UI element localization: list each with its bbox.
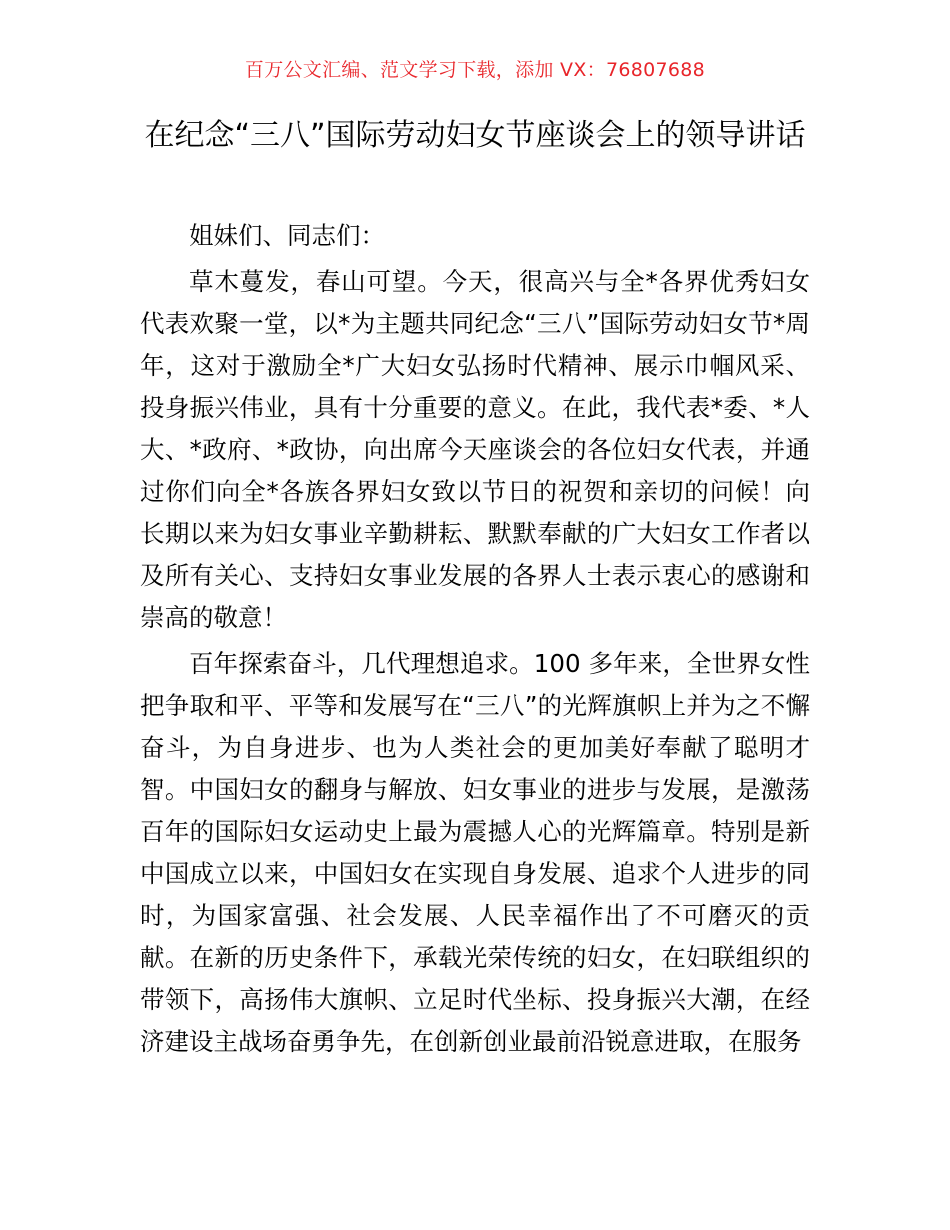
body-paragraph: 百年探索奋斗，几代理想追求。100 多年来，全世界女性把争取和平、平等和发展写在“三八”的光辉旗帜上并为之不懈奋斗，为自身进步、也为人类社会的更加美好奉献了聪明才智。中国妇女的翻身与解放、妇女事业的进步与发展，是激荡百年的国际妇女运动史上最为震撼人心的光辉篇章。特别是新中国成立以来，中国妇女在实现自身发展、追求个人进步的同时，为国家富强、社会发展、人民幸福作出了不可磨灭的贡献。在新的历史条件下，承载光荣传统的妇女，在妇联组织的带领下，高扬伟大旗帜、立足时代坐标、投身振兴大潮，在经济建设主战场奋勇争先，在创新创业最前沿锐意进取，在服务: [140, 649, 810, 1056]
header-watermark: 百万公文汇编、范文学习下载，添加 VX：76807688: [244, 59, 706, 81]
document-body: [140, 215, 810, 1063]
document-title: 在纪念“三八”国际劳动妇女节座谈会上的领导讲话: [144, 118, 806, 153]
body-paragraph: 草木蔓发，春山可望。今天，很高兴与全*各界优秀妇女代表欢聚一堂，以*为主题共同纪念“三八”国际劳动妇女节*周年，这对于激励全*广大妇女弘扬时代精神、展示巾帼风采、投身振兴伟业，具有十分重要的意义。在此，我代表*委、*人大、*政府、*政协，向出席今天座谈会的各位妇女代表，并通过你们向全*各族各界妇女致以节日的祝贺和亲切的问候！向长期以来为妇女事业辛勤耕耘、默默奉献的广大妇女工作者以及所有关心、支持妇女事业发展的各界人士表示衷心的感谢和崇高的敬意！: [140, 267, 810, 632]
salutation-paragraph: 姐妹们、同志们：: [189, 221, 385, 250]
